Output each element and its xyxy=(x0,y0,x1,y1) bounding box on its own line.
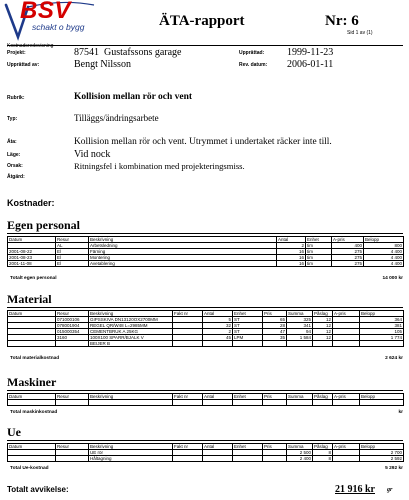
orsak-label: Orsak: xyxy=(7,163,23,169)
ue-rule xyxy=(7,440,403,441)
table-row xyxy=(8,400,404,406)
table-header-row xyxy=(8,311,404,317)
upprattad-av-value: Bengt Nilsson xyxy=(74,59,131,70)
projekt-number: 87541 xyxy=(74,47,99,58)
material-title: Material xyxy=(7,292,52,306)
ata-label: Äta: xyxy=(7,139,17,145)
column-header: A-pris xyxy=(332,237,364,243)
table-cell: Håltagning xyxy=(89,456,173,462)
table-cell: 341 xyxy=(287,323,313,329)
table-cell: 5 xyxy=(203,317,233,323)
maskiner-rule xyxy=(7,390,403,391)
upprattad-av-label: Upprättad av: xyxy=(7,62,40,68)
table-cell xyxy=(360,341,404,347)
total-label: Total materialkostnad xyxy=(10,356,60,361)
table-cell: ST xyxy=(233,323,263,329)
upprattad-date: 1999-11-23 xyxy=(287,47,334,58)
column-header: A-pris xyxy=(333,394,360,400)
table-cell: 2 400 xyxy=(287,456,313,462)
table-cell: 2001-11-08 xyxy=(8,261,56,267)
rev-datum-label: Rev. datum: xyxy=(239,62,268,68)
table-cell: Avetablering xyxy=(89,261,277,267)
table-cell: 45 xyxy=(203,335,233,341)
column-header: Resur xyxy=(56,394,89,400)
column-header: Fakt nr xyxy=(173,444,203,450)
ata-value: Kollision mellan rör och vent. Utrymmet i undertaket räcker inte till. xyxy=(74,137,332,147)
table-cell: 275 xyxy=(332,261,364,267)
table-cell: 47 xyxy=(263,329,287,335)
table-cell: GIPSSKIVA DN13120OX2700MM xyxy=(89,317,173,323)
section-label: Kostnadsredovisning xyxy=(7,43,54,49)
column-header: Påslag xyxy=(313,311,333,317)
egen-personal-table xyxy=(7,236,404,267)
table-cell: 2 xyxy=(203,329,233,335)
table-header-row xyxy=(8,444,404,450)
table-cell: 12 xyxy=(313,323,333,329)
grand-total-value: 21 916 kr xyxy=(335,484,375,495)
header-divider xyxy=(7,45,403,46)
column-header: Beskrivning xyxy=(89,394,173,400)
column-header: A-pris xyxy=(333,311,360,317)
table-cell: 1 584 xyxy=(287,335,313,341)
table-cell: 078001904 xyxy=(56,323,89,329)
table-cell xyxy=(56,400,89,406)
material-table xyxy=(7,310,404,347)
grand-total-unit: gr xyxy=(387,487,393,493)
table-cell: tim xyxy=(306,261,332,267)
column-header: Påslag xyxy=(313,394,333,400)
table-cell xyxy=(8,400,56,406)
table-cell: 275 xyxy=(332,255,364,261)
column-header: Datum xyxy=(8,394,56,400)
table-cell: 071000106 xyxy=(56,317,89,323)
table-cell xyxy=(203,456,233,462)
column-header: Pris xyxy=(263,394,287,400)
typ-label: Typ: xyxy=(7,116,18,122)
table-cell xyxy=(56,456,89,462)
table-row xyxy=(8,456,404,462)
table-cell: 16 xyxy=(277,255,306,261)
column-header: Enhet xyxy=(233,394,263,400)
column-header: Pris xyxy=(263,311,287,317)
column-header: Summa xyxy=(287,311,313,317)
table-cell: 12 xyxy=(313,335,333,341)
table-cell: ST xyxy=(233,329,263,335)
table-cell xyxy=(313,341,333,347)
table-cell: 105 xyxy=(360,329,404,335)
table-cell xyxy=(8,341,56,347)
column-header: Beskrivning xyxy=(89,237,277,243)
column-header: Antal xyxy=(203,444,233,450)
table-cell: 16 xyxy=(277,261,306,267)
orsak-value: Ritningsfel i kombination med projekteringsmiss. xyxy=(74,161,245,171)
table-cell: 2 xyxy=(277,243,306,249)
report-title: ÄTA-rapport xyxy=(159,13,245,29)
table-cell: AL xyxy=(56,243,89,249)
table-cell: CEMENTBRUK A 25KG xyxy=(89,329,173,335)
grand-total-label: Totalt avvikelse: xyxy=(7,485,69,494)
table-cell xyxy=(233,341,263,347)
column-header: Belopp xyxy=(360,394,404,400)
column-header: Beskrivning xyxy=(89,444,173,450)
table-cell xyxy=(89,400,173,406)
column-header: Belopp xyxy=(360,444,404,450)
rubrik-label: Rubrik: xyxy=(7,95,25,101)
table-cell xyxy=(313,400,333,406)
table-cell: 12 xyxy=(313,317,333,323)
total-value: kr xyxy=(398,410,403,415)
table-cell xyxy=(173,341,203,347)
table-cell: UE rör xyxy=(89,450,173,456)
table-cell: 8 xyxy=(313,450,333,456)
column-header: Antal xyxy=(277,237,306,243)
column-header: Datum xyxy=(8,311,56,317)
table-cell: 28 xyxy=(263,323,287,329)
table-cell xyxy=(263,341,287,347)
typ-value: Tilläggs/ändringsarbete xyxy=(74,113,159,123)
table-cell: 015000354 xyxy=(56,329,89,335)
table-cell: 325 xyxy=(287,317,313,323)
rubrik-value: Kollision mellan rör och vent xyxy=(74,92,193,102)
table-cell xyxy=(173,400,203,406)
table-cell: El xyxy=(56,249,89,255)
table-cell: 35 xyxy=(263,335,287,341)
maskiner-table xyxy=(7,393,404,406)
bsv-logo xyxy=(2,1,98,41)
table-cell xyxy=(8,456,56,462)
column-header: Summa xyxy=(287,444,313,450)
table-cell: Färning xyxy=(89,249,277,255)
table-cell: 94 xyxy=(287,329,313,335)
column-header: Beskrivning xyxy=(89,311,173,317)
table-cell xyxy=(203,341,233,347)
table-cell: LPM xyxy=(233,335,263,341)
table-cell xyxy=(333,400,360,406)
column-header: Resur xyxy=(56,237,89,243)
column-header: Fakt nr xyxy=(173,311,203,317)
table-cell xyxy=(233,400,263,406)
table-cell xyxy=(203,400,233,406)
table-cell: Arbetsledning xyxy=(89,243,277,249)
table-cell: 800 xyxy=(364,243,404,249)
table-cell: El xyxy=(56,255,89,261)
page-info: Sid 1 av (1) xyxy=(347,30,373,36)
rev-datum-value: 2006-01-11 xyxy=(287,59,334,70)
column-header: Fakt nr xyxy=(173,394,203,400)
table-cell: 2001-08-23 xyxy=(8,255,56,261)
total-value: 14 000 kr xyxy=(382,276,403,281)
table-cell: 3160 xyxy=(56,335,89,341)
table-cell: 4 400 xyxy=(364,261,404,267)
column-header: Datum xyxy=(8,444,56,450)
column-header: Datum xyxy=(8,237,56,243)
egen-personal-rule xyxy=(7,233,403,234)
table-cell xyxy=(333,341,360,347)
column-header: Enhet xyxy=(233,311,263,317)
table-cell xyxy=(173,456,203,462)
table-cell: 4 400 xyxy=(364,255,404,261)
table-cell: 2 592 xyxy=(360,456,404,462)
atgard-label: Åtgärd: xyxy=(7,174,25,180)
logo-subtitle: schakt o bygg xyxy=(32,22,85,32)
total-label: Total Ue-kostnad xyxy=(10,466,49,471)
table-cell: 2 500 xyxy=(287,450,313,456)
kostnader-heading: Kostnader: xyxy=(7,198,55,208)
projekt-label: Projekt: xyxy=(7,50,26,56)
total-label: Total maskinkostnad xyxy=(10,410,58,415)
projekt-name: Gustafssons garage xyxy=(104,47,182,58)
maskiner-title: Maskiner xyxy=(7,375,57,389)
table-cell xyxy=(287,400,313,406)
table-cell: 400 xyxy=(332,243,364,249)
column-header: Belopp xyxy=(364,237,404,243)
table-cell: tim xyxy=(306,255,332,261)
table-cell: 32 xyxy=(203,323,233,329)
table-row xyxy=(8,341,404,347)
table-cell: 364 xyxy=(360,317,404,323)
ue-table xyxy=(7,443,404,462)
table-cell: 16 xyxy=(277,249,306,255)
table-cell: 275 xyxy=(332,249,364,255)
table-cell xyxy=(333,456,360,462)
table-cell: 2 700 xyxy=(360,450,404,456)
lage-label: Läge: xyxy=(7,152,21,158)
column-header: Resur xyxy=(56,444,89,450)
table-cell: 1 774 xyxy=(360,335,404,341)
ue-title: Ue xyxy=(7,425,21,439)
total-value: 2 624 kr xyxy=(385,356,403,361)
table-cell xyxy=(263,400,287,406)
table-cell xyxy=(287,341,313,347)
column-header: Resur xyxy=(56,311,89,317)
logo-text: BSV xyxy=(20,0,71,24)
table-cell: REGEL QR/W48 L=2985MM xyxy=(89,323,173,329)
table-cell: tim xyxy=(306,249,332,255)
column-header: Pris xyxy=(263,444,287,450)
table-cell: Montering xyxy=(89,255,277,261)
table-header-row xyxy=(8,394,404,400)
table-cell: 381 xyxy=(360,323,404,329)
table-cell xyxy=(56,341,89,347)
table-cell: 8 xyxy=(313,456,333,462)
table-cell: BEIJER B xyxy=(89,341,173,347)
table-cell: tim xyxy=(306,243,332,249)
column-header: Påslag xyxy=(313,444,333,450)
total-value: 5 292 kr xyxy=(385,466,403,471)
egen-personal-title: Egen personal xyxy=(7,218,81,232)
column-header: Summa xyxy=(287,394,313,400)
table-cell: 4 400 xyxy=(364,249,404,255)
column-header: Belopp xyxy=(360,311,404,317)
table-cell: El xyxy=(56,261,89,267)
column-header: Enhet xyxy=(306,237,332,243)
table-cell: 2001-08-22 xyxy=(8,249,56,255)
table-row xyxy=(8,261,404,267)
total-label: Totalt egen personal xyxy=(10,276,57,281)
table-cell: 100X100 SPARR/BJALK V xyxy=(89,335,173,341)
lage-value: Vid nock xyxy=(74,149,111,160)
table-cell xyxy=(360,400,404,406)
column-header: Antal xyxy=(203,311,233,317)
column-header: Enhet xyxy=(233,444,263,450)
table-cell: 65 xyxy=(263,317,287,323)
table-cell xyxy=(263,456,287,462)
upprattad-label: Upprättad: xyxy=(239,50,265,56)
column-header: Antal xyxy=(203,394,233,400)
material-rule xyxy=(7,307,403,308)
table-cell xyxy=(233,456,263,462)
table-cell: ST xyxy=(233,317,263,323)
column-header: A-pris xyxy=(333,444,360,450)
table-cell: 12 xyxy=(313,329,333,335)
report-number: Nr: 6 xyxy=(325,13,359,29)
